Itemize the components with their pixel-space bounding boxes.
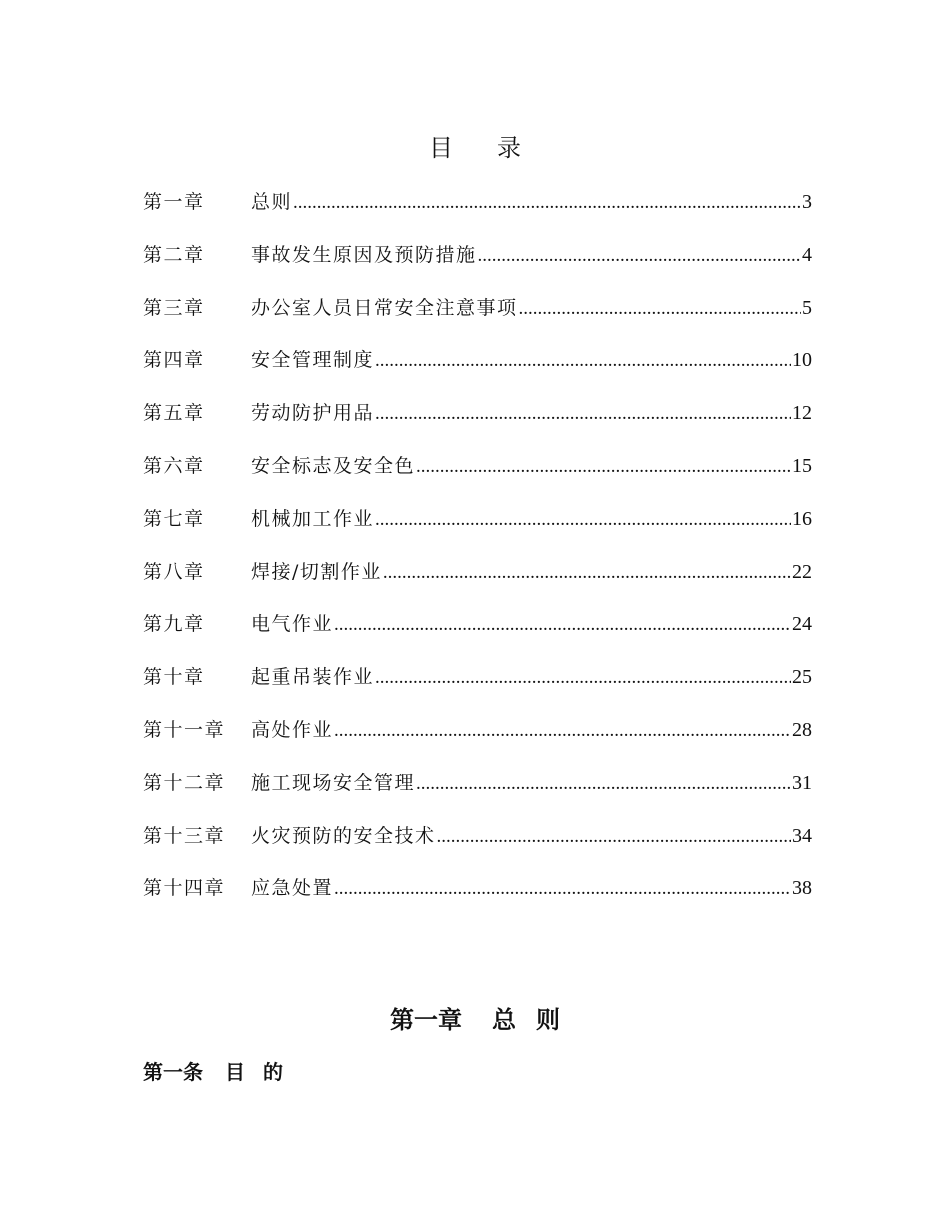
toc-page-number: 12 (792, 402, 812, 425)
toc-dot-leader (334, 607, 791, 643)
toc-page-number: 28 (792, 718, 812, 741)
chapter-heading (0, 1000, 950, 1035)
toc-dot-leader (293, 185, 801, 221)
toc-chapter-number: 第三章 (143, 296, 205, 319)
table-of-contents (143, 184, 812, 923)
toc-page-number: 4 (802, 243, 812, 266)
toc-dot-leader (478, 238, 801, 274)
toc-page-number: 16 (792, 507, 812, 530)
toc-page-number: 10 (792, 349, 812, 372)
toc-chapter-number: 第一章 (143, 191, 205, 213)
toc-chapter-name: 机械加工作业 (251, 507, 375, 530)
toc-chapter-name: 事故发生原因及预防措施 (251, 243, 477, 266)
toc-dot-leader (416, 766, 791, 802)
chapter-title-part2: 则 (536, 1005, 560, 1034)
article-title-part1: 目 (225, 1060, 245, 1084)
toc-dot-leader (437, 819, 791, 855)
toc-dot-leader (519, 291, 801, 327)
toc-dot-leader (334, 871, 791, 907)
toc-chapter-name: 办公室人员日常安全注意事项 (251, 296, 518, 319)
toc-page-number: 31 (792, 771, 812, 794)
toc-title-left: 目 (429, 134, 453, 162)
toc-chapter-number: 第十四章 (143, 877, 226, 900)
toc-chapter-number: 第十章 (143, 666, 205, 689)
toc-chapter-name: 起重吊装作业 (251, 666, 375, 689)
toc-chapter-number: 第十一章 (143, 718, 226, 741)
article-title-part2: 的 (263, 1060, 283, 1084)
toc-chapter-number: 第七章 (143, 507, 205, 530)
toc-dot-leader (383, 555, 791, 591)
toc-chapter-name: 火灾预防的安全技术 (251, 824, 436, 847)
toc-page-number: 38 (792, 877, 812, 900)
toc-chapter-name: 高处作业 (251, 718, 334, 741)
toc-dot-leader (375, 343, 791, 379)
toc-chapter-name: 总则 (251, 191, 293, 213)
toc-dot-leader (375, 502, 791, 538)
toc-chapter-number: 第十二章 (143, 771, 226, 794)
toc-chapter-name: 劳动防护用品 (251, 402, 375, 425)
toc-chapter-number: 第九章 (143, 613, 205, 636)
toc-page-number: 15 (792, 454, 812, 477)
toc-chapter-name: 电气作业 (251, 613, 334, 636)
toc-entry[interactable] (143, 818, 812, 871)
toc-entry[interactable] (143, 395, 812, 448)
toc-entry[interactable] (143, 501, 812, 554)
toc-page-number: 25 (792, 666, 812, 689)
toc-dot-leader (375, 396, 791, 432)
toc-entry[interactable] (143, 184, 812, 237)
toc-entry[interactable] (143, 870, 812, 923)
toc-page-number: 3 (802, 191, 812, 213)
toc-entry[interactable] (143, 342, 812, 395)
toc-chapter-name: 安全标志及安全色 (251, 454, 416, 477)
toc-page-number: 34 (792, 824, 812, 847)
chapter-number: 第一章 (390, 1005, 462, 1034)
toc-dot-leader (416, 449, 791, 485)
toc-page-number: 24 (792, 613, 812, 636)
article-number: 第一条 (143, 1060, 203, 1084)
toc-entry[interactable] (143, 448, 812, 501)
toc-chapter-name: 焊接/切割作业 (251, 560, 382, 583)
toc-entry[interactable] (143, 290, 812, 343)
toc-chapter-name: 施工现场安全管理 (251, 771, 416, 794)
toc-chapter-number: 第六章 (143, 454, 205, 477)
toc-entry[interactable] (143, 606, 812, 659)
toc-chapter-number: 第五章 (143, 402, 205, 425)
toc-dot-leader (334, 713, 791, 749)
toc-entry[interactable] (143, 712, 812, 765)
toc-chapter-number: 第四章 (143, 349, 205, 372)
toc-entry[interactable] (143, 554, 812, 607)
toc-chapter-number: 第十三章 (143, 824, 226, 847)
toc-page-number: 22 (792, 560, 812, 583)
toc-chapter-name: 安全管理制度 (251, 349, 375, 372)
toc-chapter-number: 第八章 (143, 560, 205, 583)
toc-entry[interactable] (143, 237, 812, 290)
toc-title-right: 录 (497, 134, 521, 162)
toc-entry[interactable] (143, 659, 812, 712)
article-heading (143, 1056, 283, 1085)
toc-title (0, 128, 950, 163)
toc-chapter-number: 第二章 (143, 243, 205, 266)
toc-entry[interactable] (143, 765, 812, 818)
toc-chapter-name: 应急处置 (251, 877, 334, 900)
chapter-title-part1: 总 (492, 1005, 516, 1034)
toc-page-number: 5 (802, 296, 812, 319)
toc-dot-leader (375, 660, 791, 696)
